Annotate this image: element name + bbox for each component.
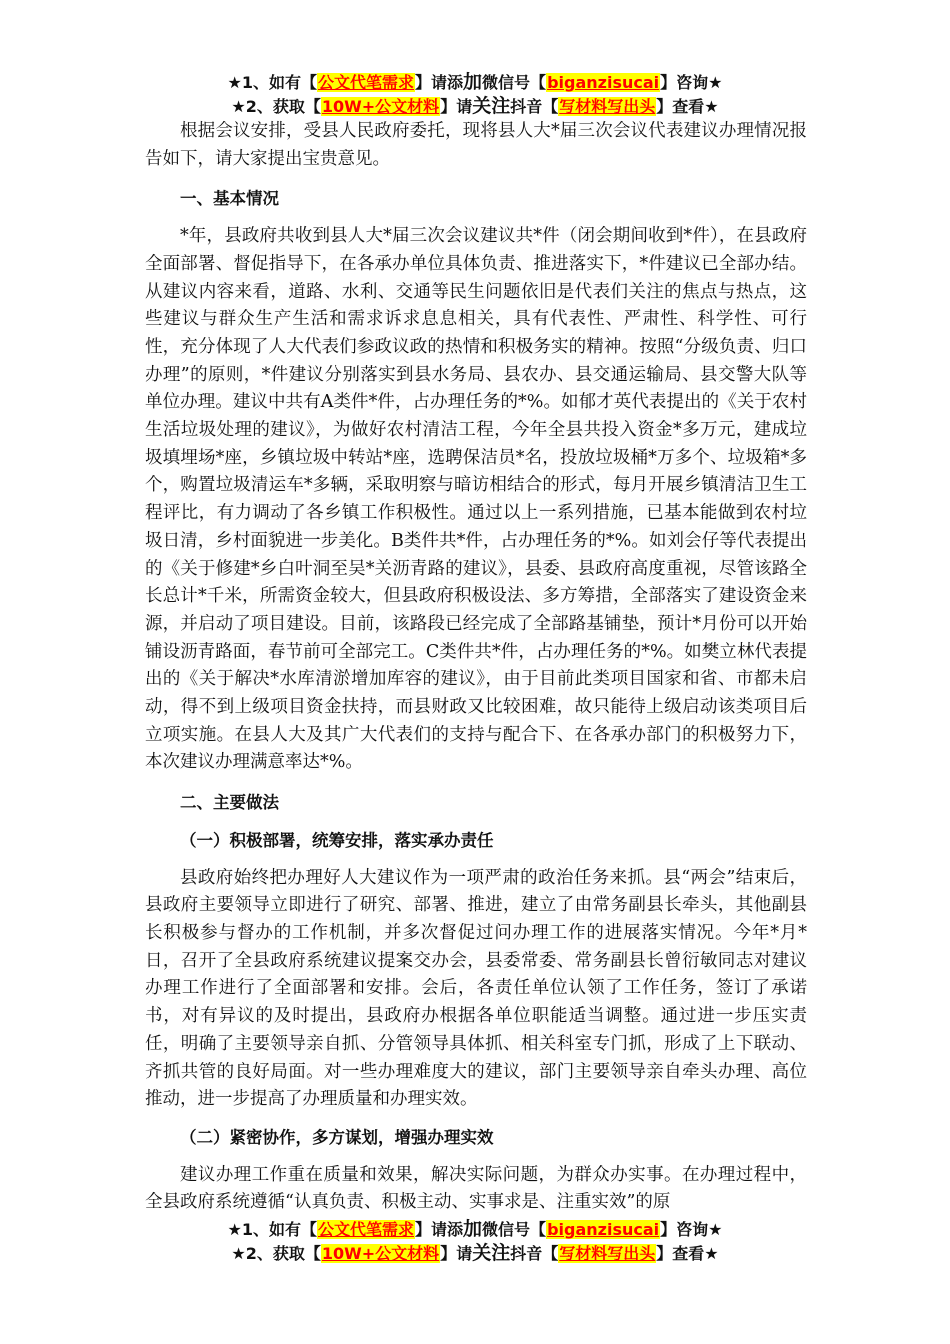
banner-highlight: 10W+公文材料 [321, 1244, 440, 1263]
banner-text: ★1、如有【 [227, 1220, 317, 1239]
banner-text: 抖音【 [510, 1244, 559, 1263]
intro-paragraph: 根据会议安排，受县人民政府委托，现将县人大*届三次会议代表建议办理情况报告如下，请大家提出宝贵意见。 [145, 121, 807, 169]
banner-highlight: biganzisucai [547, 73, 660, 92]
subsection-2-paragraph: 建议办理工作重在质量和效果，解决实际问题，为群众办实事。在办理过程中，全县政府系统遵循“认真负责、积极主动、实事求是、注重实效”的原 [145, 1164, 807, 1213]
banner-text: 】查看★ [656, 97, 719, 116]
banner-text: 】查看★ [656, 1244, 719, 1263]
banner-text: 抖音【 [510, 97, 559, 116]
banner-highlight: 写材料写出头 [559, 1244, 656, 1263]
banner-text: 】请添 [415, 73, 464, 92]
footer-banner-line-2 [0, 1242, 950, 1265]
subsection-heading-2: （二）紧密协作，多方谋划，增强办理实效 [180, 1127, 494, 1147]
header-banner-line-2 [0, 95, 950, 118]
banner-text: 】咨询★ [660, 1220, 723, 1239]
banner-highlight: 10W+公文材料 [321, 97, 440, 116]
banner-highlight: biganzisucai [547, 1220, 660, 1239]
banner-emphasis: 关注 [472, 1242, 511, 1264]
banner-text: ★2、获取【 [231, 97, 321, 116]
banner-highlight: 公文代笔需求 [318, 1220, 415, 1239]
section-1-paragraph: *年，县政府共收到县人大*届三次会议建议共*件（闭会期间收到*件），在县政府全面部署、督促指导下，在各承办单位具体负责、推进落实下，*件建议已全部办结。从建议内容来看，道路、水利、交通等民生问题依旧是代表们关注的焦点与热点，这些建议与群众生产生活和需求诉求息息相关，具有代表性、严肃性、科学性、可行性，充分体现了人大代表们参政议政的热情和积极务实的精神。按照“分级负责、归口办理”的原则，*件建议分别落实到县水务局、县农办、县交通运输局、县交警大队等单位办理。建议中共有A类件*件，占办理任务的*%。如郁才英代表提出的《关于农村生活垃圾处理的建议》，为做好农村清洁工程，今年全县共投入资金*多万元，建成垃圾填埋场*座，乡镇垃圾中转站*座，选聘保洁员*名，投放垃圾桶*万多个、垃圾箱*多个，购置垃圾清运车*多辆，采取明察与暗访相结合的形式，每月开展乡镇清洁卫生工程评比，有力调动了各乡镇工作积极性。通过以上一系列措施，已基本能做到农村垃圾日清，乡村面貌进一步美化。B类件共*件，占办理任务的*%。如刘会仔等代表提出的《关于修建*乡白叶洞至吴*关沥青路的建议》，县委、县政府高度重视，尽管该路全长总计*千米，所需资金较大，但县政府积极设法、多方筹措，全部落实了建设资金来源，并启动了项目建设。目前，该路段已经完成了全部路基铺垫，预计*月份可以开始铺设沥青路面，春节前可全部完工。C类件共*件，占办理任务的*%。如樊立林代表提出的《关于解决*水库清淤增加库容的建议》，由于目前此类项目国家和省、市都未启动，得不到上级项目资金扶持，而县财政又比较困难，故只能待上级启动该类项目后立项实施。在县人大及其广大代表们的支持与配合下、在各承办部门的积极努力下，本次建议办理满意率达*%。 [145, 226, 807, 773]
banner-emphasis: 关注 [472, 95, 511, 117]
footer-banner-line-1 [0, 1218, 950, 1241]
banner-highlight: 写材料写出头 [559, 97, 656, 116]
banner-text: ★1、如有【 [227, 73, 317, 92]
banner-text: 】咨询★ [660, 73, 723, 92]
section-heading-main-practices: 二、主要做法 [180, 793, 279, 813]
banner-text: 】请 [440, 97, 473, 116]
document-body [145, 118, 807, 1217]
section-heading-basic-situation: 一、基本情况 [180, 189, 279, 209]
header-banner-line-1 [0, 71, 950, 94]
banner-text: 】请 [440, 1244, 473, 1263]
banner-text: 微信号【 [482, 73, 547, 92]
subsection-heading-1: （一）积极部署，统筹安排，落实承办责任 [180, 830, 494, 850]
banner-highlight: 公文代笔需求 [318, 73, 415, 92]
banner-emphasis: 加 [463, 1218, 483, 1240]
subsection-1-paragraph: 县政府始终把办理好人大建议作为一项严肃的政治任务来抓。县“两会”结束后，县政府主要领导立即进行了研究、部署、推进，建立了由常务副县长牵头，其他副县长积极参与督办的工作机制，并多次督促过问办理工作的进展落实情况。今年*月*日，召开了全县政府系统建议提案交办会，县委常委、常务副县长曾衍敏同志对建议办理工作进行了全面部署和安排。会后，各责任单位认领了工作任务，签订了承诺书，对有异议的及时提出，县政府办根据各单位职能适当调整。通过进一步压实责任，明确了主要领导亲自抓、分管领导具体抓、相关科室专门抓，形成了上下联动、齐抓共管的良好局面。对一些办理难度大的建议，部门主要领导亲自牵头办理、高位推动，进一步提高了办理质量和办理实效。 [145, 867, 807, 1110]
banner-emphasis: 加 [463, 71, 483, 93]
banner-text: 微信号【 [482, 1220, 547, 1239]
banner-text: 】请添 [415, 1220, 464, 1239]
banner-text: ★2、获取【 [231, 1244, 321, 1263]
